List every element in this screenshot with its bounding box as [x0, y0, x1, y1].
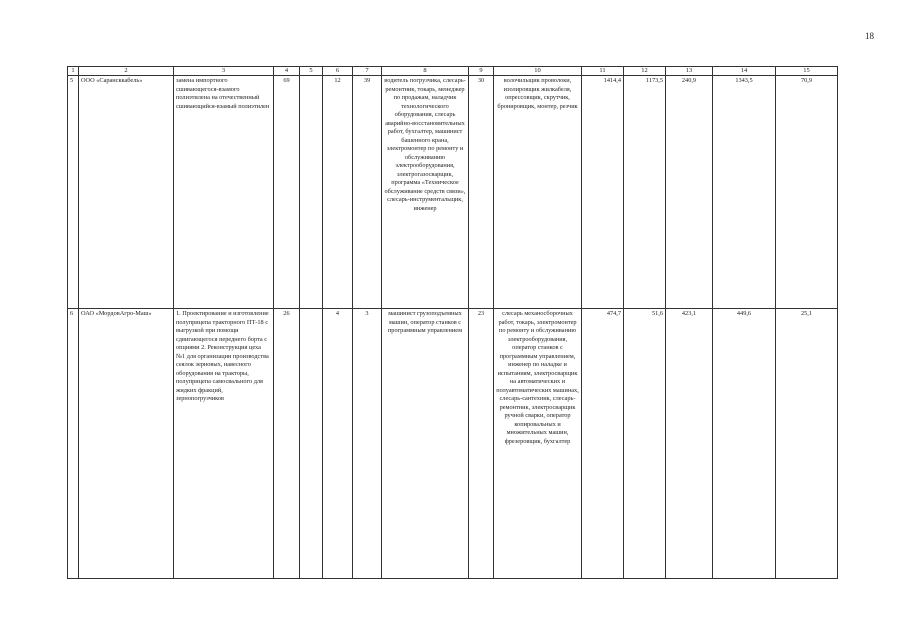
organization-name: ОАО «МордовАгро-Маш» [79, 309, 174, 579]
cell-value: 39 [353, 76, 382, 309]
cell-value: 423,1 [666, 309, 713, 579]
column-header: 7 [353, 67, 382, 76]
column-header: 13 [666, 67, 713, 76]
cell-value: 26 [274, 309, 300, 579]
professions-list: слесарь механосборочных работ, токарь, электромонтер по ремонту и обслуживанию электрооборудования, оператор станков с программным управлением, инженер по наладке и испытаниям, электросварщик на автоматических и полуавтоматических машинах, слесарь-сантехник, слесарь-ремонтник, электросварщик ручной сварки, оператор копировальных и множительных машин, фрезеровщик, бухгалтер [494, 309, 582, 579]
cell-value: 51,6 [624, 309, 666, 579]
column-header: 6 [323, 67, 353, 76]
cell-value: 474,7 [582, 309, 624, 579]
professions-list: волочильщик проволоки, изолировщик жилкабеля, опрессовщик, скрутчик, бронировщик, монтер, резчик [494, 76, 582, 309]
cell-value: 23 [469, 309, 494, 579]
cell-value [300, 76, 323, 309]
column-header: 5 [300, 67, 323, 76]
cell-value: 25,1 [776, 309, 838, 579]
professions-list: водитель погрузчика, слесарь-ремонтник, токарь, менеджер по продажам, наладчик технологического оборудования, слесарь аварийно-восстановительных работ, бухгалтер, машинист башенного крана, электромонтер по ремонту и обслуживанию электрооборудования, электрогазосварщик, программа «Техническое обслуживание средств связи», слесарь-инструментальщик, инженер [382, 76, 469, 309]
project-description: замена импортного сшивающегося-взамого полиэтилена на отечественный сшивающийся-взамый полиэтилен [174, 76, 274, 309]
cell-value: 1414,4 [582, 76, 624, 309]
row-number: 6 [68, 309, 79, 579]
column-header: 15 [776, 67, 838, 76]
cell-value: 12 [323, 76, 353, 309]
column-header: 3 [174, 67, 274, 76]
column-header: 12 [624, 67, 666, 76]
cell-value: 3 [353, 309, 382, 579]
cell-value [300, 309, 323, 579]
column-header: 8 [382, 67, 469, 76]
column-number-row [68, 67, 838, 76]
professions-list: машинист грузоподъемных машин, оператор станков с программным управлением [382, 309, 469, 579]
table-row [68, 309, 838, 579]
cell-value: 240,9 [666, 76, 713, 309]
column-header: 14 [713, 67, 776, 76]
column-header: 9 [469, 67, 494, 76]
cell-value: 69 [274, 76, 300, 309]
cell-value: 1173,5 [624, 76, 666, 309]
column-header: 2 [79, 67, 174, 76]
table-row [68, 76, 838, 309]
column-header: 10 [494, 67, 582, 76]
cell-value: 1343,5 [713, 76, 776, 309]
column-header: 4 [274, 67, 300, 76]
column-header: 1 [68, 67, 79, 76]
project-description: 1. Проектирование и изготовление полуприцепа тракторного ПТ-18 с выгрузкой при помощи сдвигающегося переднего борта с опциями 2. Реконструкция цеха №1 для организации производства сеялок зерновых, навесного оборудования на тракторы, полуприцепа самосвального для жидких фракций, зернопогрузчиков [174, 309, 274, 579]
organization-name: ООО «Сарансккабель» [79, 76, 174, 309]
cell-value: 4 [323, 309, 353, 579]
cell-value: 70,9 [776, 76, 838, 309]
page-number: 18 [865, 31, 874, 41]
investment-projects-table [67, 66, 838, 579]
cell-value: 449,6 [713, 309, 776, 579]
row-number: 5 [68, 76, 79, 309]
cell-value: 30 [469, 76, 494, 309]
column-header: 11 [582, 67, 624, 76]
